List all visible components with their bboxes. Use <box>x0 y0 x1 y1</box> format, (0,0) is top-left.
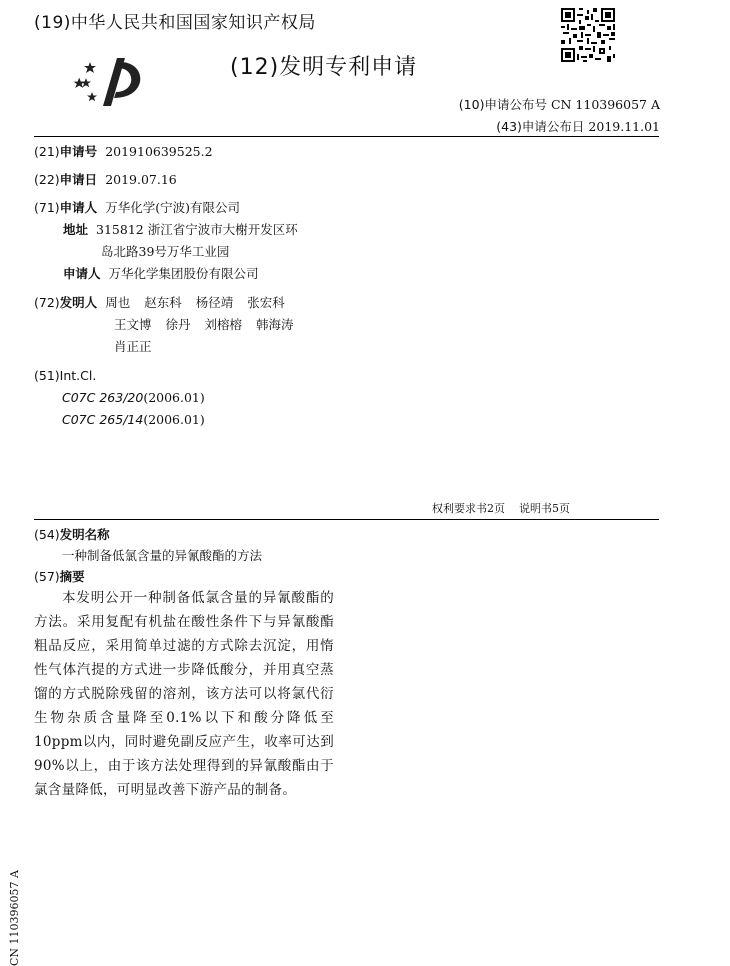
inventors-row-2 <box>114 314 308 336</box>
ipc-version: (2006.01) <box>143 412 205 427</box>
field-code: (71) <box>34 200 60 215</box>
abstract-divider <box>34 519 659 520</box>
publication-date-label: (43)申请公布日 <box>496 119 585 134</box>
description-page-count: 说明书5页 <box>519 502 570 515</box>
inventors-row <box>34 292 299 314</box>
inventor-name: 肖正正 <box>114 339 152 354</box>
intcl-label: Int.Cl. <box>59 368 97 383</box>
application-number-label: 申请号 <box>59 144 98 159</box>
inventors-row-3 <box>114 336 166 358</box>
abstract-heading <box>34 566 85 588</box>
application-date: 2019.07.16 <box>105 172 177 187</box>
applicant-name: 万华化学(宁波)有限公司 <box>105 200 240 215</box>
applicant-2-row <box>63 263 259 285</box>
inventor-name: 杨径靖 <box>195 295 234 310</box>
invention-title-heading <box>34 524 110 546</box>
field-code: (22) <box>34 172 60 187</box>
ipc-class: C07C 263/20 <box>62 390 144 405</box>
invention-title-label: 发明名称 <box>59 527 110 542</box>
inventor-name: 周也 <box>105 295 131 310</box>
address-row-2 <box>101 241 229 263</box>
page-counts <box>432 500 570 516</box>
publication-number: CN 110396057 A <box>550 97 660 112</box>
inventor-name: 王文博 <box>114 317 152 332</box>
inventor-name: 刘榕榕 <box>204 317 243 332</box>
document-type-title: (12)发明专利申请 <box>230 55 418 80</box>
ipc-class: C07C 265/14 <box>62 412 144 427</box>
address-row <box>63 219 298 241</box>
inventor-name: 韩海涛 <box>256 317 294 332</box>
application-number-row <box>34 141 213 163</box>
address-label: 地址 <box>63 222 89 237</box>
publication-number-row <box>459 95 660 113</box>
application-date-label: 申请日 <box>59 172 98 187</box>
publication-number-label: (10)申请公布号 <box>458 97 547 112</box>
field-code: (54) <box>34 527 60 542</box>
inventors-label: 发明人 <box>59 295 98 310</box>
qr-code <box>561 8 615 62</box>
invention-title: 一种制备低氯含量的异氰酸酯的方法 <box>62 548 263 563</box>
field-code: (21) <box>34 144 60 159</box>
ipc-entry <box>62 409 205 431</box>
application-date-row <box>34 169 177 191</box>
applicant-2-name: 万华化学集团股份有限公司 <box>108 266 259 281</box>
claims-page-count: 权利要求书2页 <box>432 502 505 515</box>
publication-date: 2019.11.01 <box>588 119 660 134</box>
field-code: (51) <box>34 368 60 383</box>
publication-date-row <box>496 117 660 135</box>
abstract-text: 本发明公开一种制备低氯含量的异氰酸酯的方法。采用复配有机盐在酸性条件下与异氰酸酯粗品反应，采用简单过滤的方式除去沉淀，用惰性气体汽提的方式进一步降低酸分，并用真空蒸馏的方式脱除残留的溶剂，该方法可以将氯代衍生物杂质含量降至0.1%以下和酸分降低至10ppm以内，同时避免副反应产生，收率可达到90%以上，由于该方法处理得到的异氰酸酯由于氯含量降低，可明显改善下游产品的制备。 <box>34 590 334 798</box>
office-name: (19)中华人民共和国国家知识产权局 <box>34 13 316 33</box>
intcl-row <box>34 365 96 387</box>
field-code: (72) <box>34 295 60 310</box>
top-divider <box>34 136 659 137</box>
address-line-2: 岛北路39号万华工业园 <box>101 244 230 259</box>
inventor-name: 赵东科 <box>144 295 182 310</box>
ipc-entry <box>62 387 205 409</box>
ipc-version: (2006.01) <box>143 390 205 405</box>
side-publication-number: CN 110396057 A <box>8 870 21 966</box>
inventor-name: 徐丹 <box>165 317 191 332</box>
applicant-label: 申请人 <box>59 200 98 215</box>
field-code: (57) <box>34 569 60 584</box>
address-line-1: 315812 浙江省宁波市大榭开发区环 <box>96 222 298 237</box>
application-number: 201910639525.2 <box>105 144 213 159</box>
patent-office-emblem <box>70 52 150 110</box>
abstract-label: 摘要 <box>59 569 85 584</box>
applicant-2-label: 申请人 <box>63 266 101 281</box>
applicant-row <box>34 197 240 219</box>
inventor-name: 张宏科 <box>247 295 285 310</box>
